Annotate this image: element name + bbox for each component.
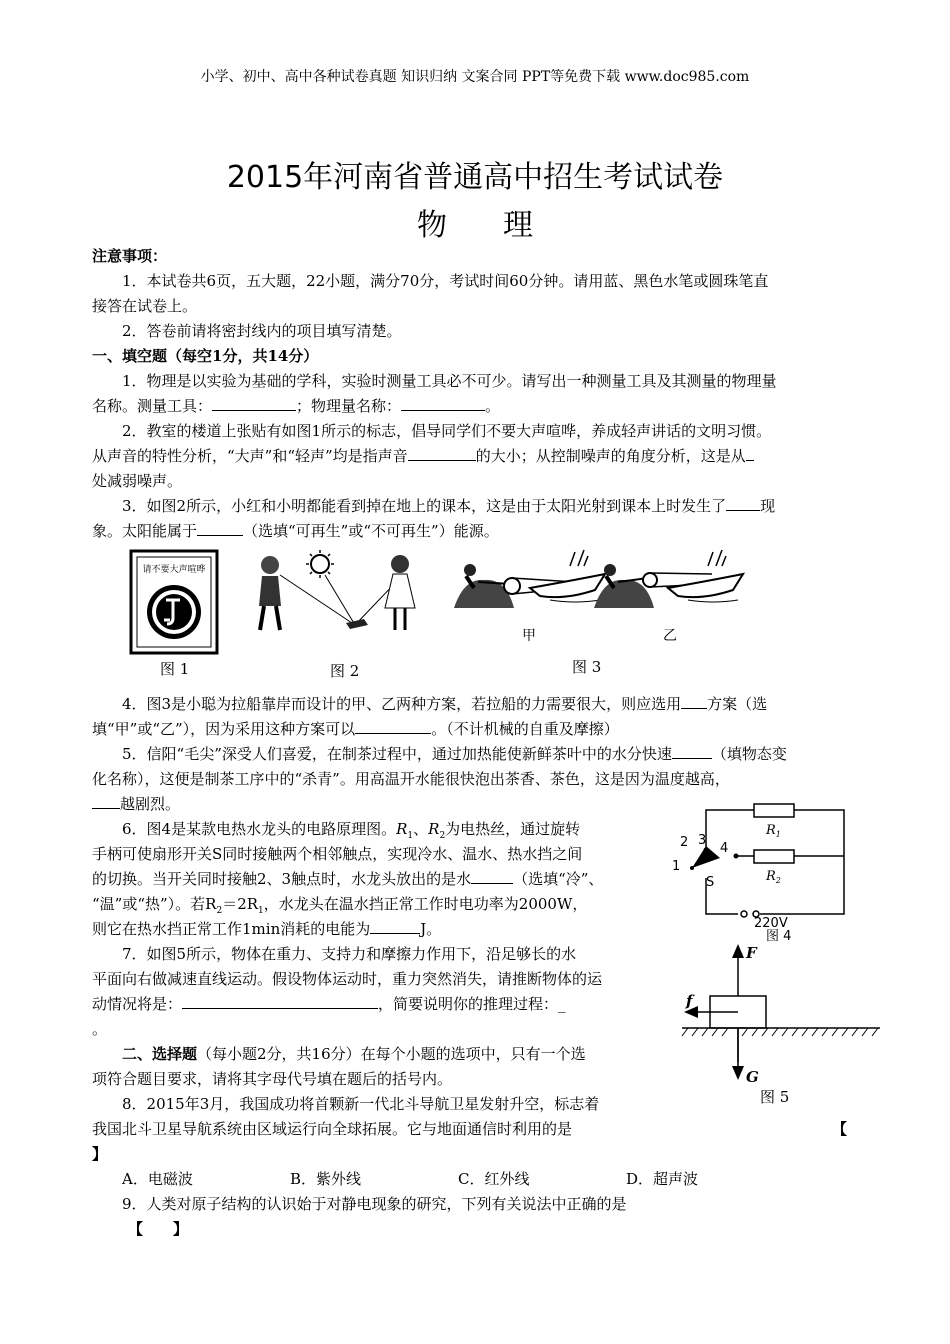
fig4-voltage: 220V [754, 916, 788, 931]
figure-1-label: 图 1 [160, 660, 190, 678]
fig4-contact-1: 1 [672, 859, 681, 874]
q8-option-d: D．超声波 [626, 1170, 699, 1188]
q1-line-b: 名称。测量工具： ；物理量名称： 。 [92, 397, 501, 415]
subject-char-1: 物 [417, 208, 447, 243]
figure-2-illustration [250, 550, 430, 640]
q7-line-b: 平面向右做减速直线运动。假设物体运动时，重力突然消失，请推断物体的运 [92, 970, 603, 988]
subject-char-2: 理 [503, 208, 533, 243]
exam-subject [0, 200, 950, 244]
notice-item-1a: 1．本试卷共6页，五大题，22小题，满分70分，考试时间60分钟。请用蓝、黑色水笔或圆珠笔直 [122, 272, 769, 290]
q4-line-b: 填“甲”或“乙”），因为采用这种方案可以 。（不计机械的自重及摩擦） [92, 720, 619, 738]
figure-2-label: 图 2 [330, 662, 360, 680]
fig4-label: 图 4 [766, 929, 792, 944]
q6-line-c: 的切换。当开关同时接触2、3触点时，水龙头放出的是水 （选填“冷”、 [92, 870, 604, 888]
fig5-gravity: G [746, 1068, 759, 1086]
figure-3-label: 图 3 [572, 658, 602, 676]
q5-line-a: 5．信阳“毛尖”深受人们喜爱，在制茶过程中，通过加热能使新鲜茶叶中的水分快速 （填物态变 [122, 745, 787, 763]
fig4-r2: R [766, 869, 776, 884]
q9-bracket: 【 】 [128, 1220, 189, 1238]
figure-3-illustration [450, 548, 750, 644]
q8-option-b: B．紫外线 [290, 1170, 362, 1188]
notice-item-1b: 接答在试卷上。 [92, 297, 198, 315]
fig4-contact-3: 3 [698, 833, 707, 848]
section1-heading: 一、填空题（每空1分，共14分） [92, 347, 319, 365]
q5-line-c: 越剧烈。 [92, 794, 180, 814]
q2-line-c: 处减弱噪声。 [92, 472, 183, 490]
q8-line-a: 8．2015年3月，我国成功将首颗新一代北斗导航卫星发射升空，标志着 [122, 1095, 600, 1113]
fig4-switch: S [706, 875, 715, 890]
q6-line-a: 6．图4是某款电热水龙头的电路原理图。$R_1$、$R_2$为电热丝，通过旋转 [122, 820, 581, 841]
exam-title: 2015年河南省普通高中招生考试试卷 [226, 160, 724, 195]
q6-line-b: 手柄可使扇形开关S同时接触两个相邻触点，实现冷水、温水、热水挡之间 [92, 845, 583, 863]
fig5-friction: f [686, 992, 693, 1010]
q3-line-b: 象。太阳能属于 （选填“可再生”或“不可再生”）能源。 [92, 522, 499, 540]
notice-heading: 注意事项： [92, 247, 168, 265]
q8-bracket-right: 】 [92, 1145, 108, 1163]
q8-option-c: C．红外线 [458, 1170, 530, 1188]
page-header: 小学、初中、高中各种试卷真题 知识归纳 文案合同 PPT等免费下载 www.doc985.com [200, 69, 750, 85]
fig5-label: 图 5 [760, 1088, 790, 1106]
q8-line-b: 我国北斗卫星导航系统由区域运行向全球拓展。它与地面通信时利用的是 [92, 1120, 573, 1138]
fig5-normal-force: F [746, 944, 757, 962]
q4-line-a: 4．图3是小聪为拉船靠岸而设计的甲、乙两种方案，若拉船的力需要很大，则应选用 方案（选 [122, 695, 768, 713]
q8-option-a: A．电磁波 [122, 1170, 193, 1188]
q8-bracket-left: 【 [832, 1120, 848, 1138]
q5-line-b: 化名称），这便是制茶工序中的“杀青”。用高温开水能很快泡出茶香、茶色，这是因为温度越高， [92, 770, 730, 788]
q9-line-a: 9．人类对原子结构的认识始于对静电现象的研究，下列有关说法中正确的是 [122, 1195, 627, 1213]
svg-text:R1: $R_1$ [766, 823, 781, 839]
section2-line-a: 二、选择题（每小题2分，共16分）在每个小题的选项中，只有一个选 [122, 1045, 586, 1063]
figure-1-sign [130, 550, 220, 656]
fig4-contact-4: 4 [720, 841, 729, 856]
q7-line-d: 。 [92, 1020, 108, 1038]
fig4-contact-2: 2 [680, 835, 689, 850]
svg-text:R2: $R_2$ [766, 869, 781, 885]
fig3-label-b: 乙 [663, 628, 677, 644]
notice-item-2: 2．答卷前请将密封线内的项目填写清楚。 [122, 322, 402, 340]
section2-line-b: 项符合题目要求，请将其字母代号填在题后的括号内。 [92, 1070, 453, 1088]
q2-line-b: 从声音的特性分析，“大声”和“轻声”均是指声音 的大小；从控制噪声的角度分析，这是从 [92, 446, 754, 466]
fig3-label-a: 甲 [522, 628, 536, 644]
q1-line-a: 1．物理是以实验为基础的学科，实验时测量工具必不可少。请写出一种测量工具及其测量的物理量 [122, 372, 777, 390]
q7-line-a: 7．如图5所示，物体在重力、支持力和摩擦力作用下，沿足够长的水 [122, 945, 577, 963]
q2-line-a: 2．教室的楼道上张贴有如图1所示的标志，倡导同学们不要大声喧哗，养成轻声讲话的文明习惯。 [122, 422, 772, 440]
figure-5-force-diagram [680, 940, 885, 1110]
q6-line-e: 则它在热水挡正常工作1min消耗的电能为 J。 [92, 920, 442, 938]
fig1-sign-text: 请不要大声喧哗 [142, 565, 206, 575]
figure-4-circuit [668, 800, 858, 944]
q7-line-c: 动情况将是： ，简要说明你的推理过程：_ [92, 995, 566, 1013]
fig4-r1: R [766, 823, 776, 838]
q6-line-d: “温”或“热”）。若$R_2=2R_1$，水龙头在温水挡正常工作时电功率为2000W， [92, 895, 588, 916]
q3-line-a: 3．如图2所示，小红和小明都能看到掉在地上的课本，这是由于太阳光射到课本上时发生了 现 [122, 497, 776, 515]
